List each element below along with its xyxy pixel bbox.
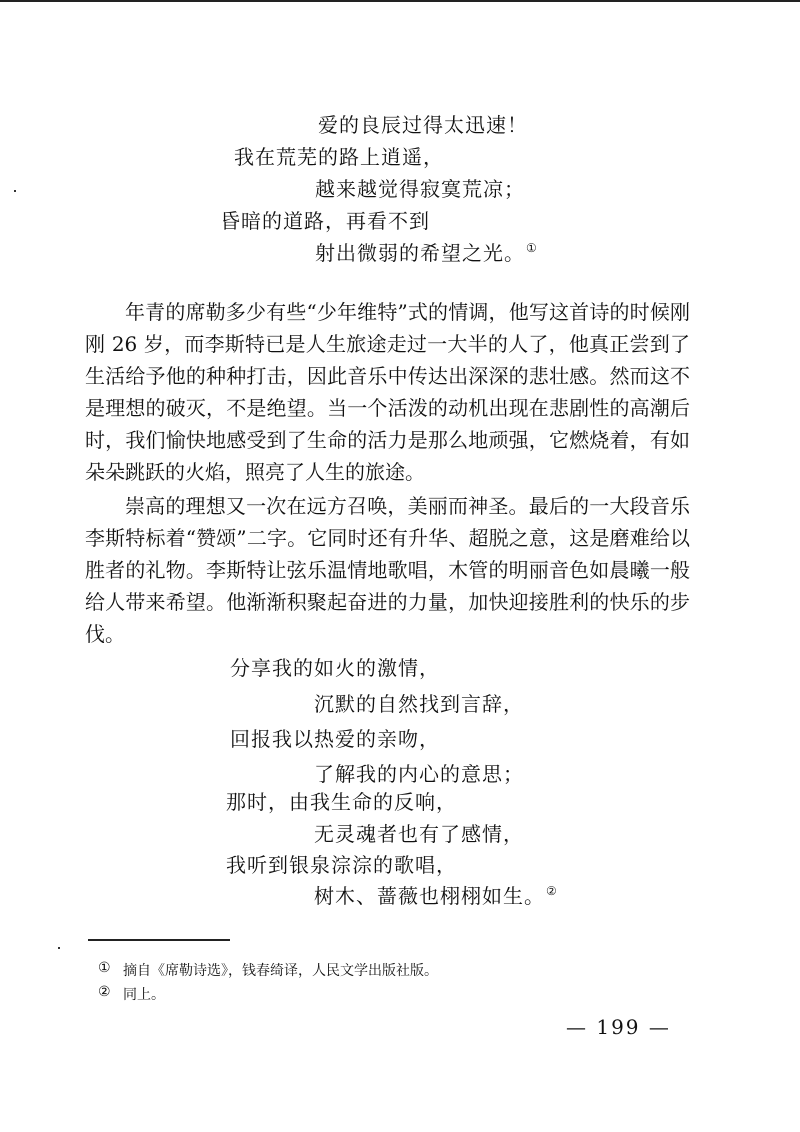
footnote-separator [88,939,230,941]
poem-line: 了解我的内心的意思； [314,762,524,786]
poem-line-text: 树木、蔷薇也栩栩如生。 [314,884,545,908]
paragraph-1 [85,296,690,488]
poem-line: 沉默的自然找到言辞， [314,692,524,716]
footnote-1 [98,960,438,980]
footnote-text: 摘自《席勒诗选》，钱春绮译，人民文学出版社版。 [123,963,438,979]
poem-line: 那时，由我生命的反响， [226,790,457,814]
footnote-text: 同上。 [123,987,165,1003]
poem-line: 无灵魂者也有了感情， [314,822,524,846]
poem-line: 爱的良辰过得太迅速！ [318,113,528,137]
poem-line-with-note [315,237,538,266]
poem-line: 我听到银泉淙淙的歌唱， [226,853,457,877]
footnote-ref: ② [546,884,558,898]
poem-line: 分享我的如火的激情， [230,656,440,680]
poem-line-with-note [314,880,558,909]
poem-line: 回报我以热爱的亲吻， [230,727,440,751]
page-number: — 199 — [566,1015,671,1039]
poem-line: 越来越觉得寂寞荒凉； [315,177,525,201]
poem-line: 我在荒芜的路上逍遥， [234,145,444,169]
paragraph-2 [85,490,690,650]
paragraph-text: 崇高的理想又一次在远方召唤，美丽而神圣。最后的一大段音乐李斯特标着“赞颂”二字。它同时还有升华、超脱之意，这是磨难给以胜者的礼物。李斯特让弦乐温情地歌唱，木管的明丽音色如晨曦一般给人带来希望。他渐渐积聚起奋进的力量，加快迎接胜利的快乐的步伐。 [85,494,690,646]
scan-speck [58,947,60,949]
footnote-mark: ② [98,984,111,1000]
scan-top-edge [0,0,800,2]
paragraph-text: 年青的席勒多少有些“少年维特”式的情调，他写这首诗的时候刚刚 26 岁，而李斯特已是人生旅途走过一大半的人了，他真正尝到了生活给予他的种种打击，因此音乐中传达出深深的悲壮感。然而这不是理想的破灭，不是绝望。当一个活泼的动机出现在悲剧性的高潮后时，我们愉快地感受到了生命的活力是那么地顽强，它燃烧着，有如朵朵跳跃的火焰，照亮了人生的旅途。 [85,300,690,484]
footnote-2 [98,984,165,1004]
footnote-mark: ① [98,960,111,976]
scan-speck [14,190,16,192]
poem-line-text: 射出微弱的希望之光。 [315,241,525,265]
footnote-ref: ① [526,241,538,255]
poem-line: 昏暗的道路，再看不到 [220,209,430,233]
